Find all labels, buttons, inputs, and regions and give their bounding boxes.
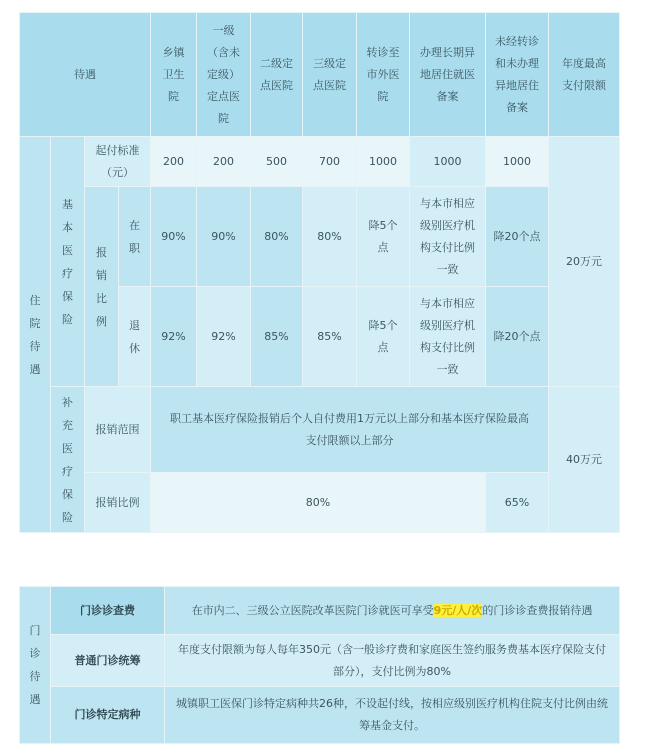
- header-level3-hospital: 三级定 点医院: [303, 13, 357, 137]
- ratio-value: 80%: [151, 473, 486, 533]
- reimburse-ratio-label: 报 销 比 例: [85, 187, 119, 387]
- basic-insurance-label: 基 本 医 疗 保 险: [51, 137, 85, 387]
- inpatient-benefits-table: [19, 12, 620, 533]
- special-disease-text: 城镇职工医保门诊特定病种共26种，不设起付线，按相应级别医疗机构住院支付比例由统 筹基金支付。: [165, 687, 620, 744]
- ratio-norecord: 65%: [486, 473, 549, 533]
- header-level1-hospital: 一级 （含未 定级） 定点医 院: [197, 13, 251, 137]
- employed-label: 在 职: [119, 187, 151, 287]
- header-treatment: 待遇: [20, 13, 151, 137]
- header-township-hospital: 乡镇 卫生 院: [151, 13, 197, 137]
- scope-row: [20, 387, 620, 473]
- employed-longterm: 与本市相应 级别医疗机 构支付比例 一致: [410, 187, 486, 287]
- checkup-fee-highlight: 9元/人/次: [433, 603, 483, 617]
- scope-text: 职工基本医疗保险报销后个人自付费用1万元以上部分和基本医疗保险最高 支付限额以上部分: [151, 387, 549, 473]
- employed-transfer: 降5个 点: [357, 187, 410, 287]
- header-longterm-record: 办理长期异 地居住就医 备案: [410, 13, 486, 137]
- employed-level3: 80%: [303, 187, 357, 287]
- header-transfer-outside: 转诊至 市外医 院: [357, 13, 410, 137]
- deductible-transfer: 1000: [357, 137, 410, 187]
- checkup-row: [20, 587, 620, 635]
- inpatient-label: 住 院 待 遇: [20, 137, 51, 533]
- deductible-level2: 500: [251, 137, 303, 187]
- ratio-row: [20, 473, 620, 533]
- deductible-longterm: 1000: [410, 137, 486, 187]
- general-row: [20, 635, 620, 687]
- deductible-row: [20, 137, 620, 187]
- deductible-level3: 700: [303, 137, 357, 187]
- ratio-label: 报销比例: [85, 473, 151, 533]
- inpatient-benefits-table-wrapper: [19, 12, 619, 533]
- basic-annual-max: 20万元: [549, 137, 620, 387]
- deductible-township: 200: [151, 137, 197, 187]
- deductible-norecord: 1000: [486, 137, 549, 187]
- header-no-record: 未经转诊 和未办理 异地居住 备案: [486, 13, 549, 137]
- checkup-fee-text: 在市内二、三级公立医院改革医院门诊就医可享受9元/人/次的门诊诊查费报销待遇: [165, 587, 620, 635]
- special-row: [20, 687, 620, 744]
- outpatient-label: 门 诊 待 遇: [20, 587, 51, 744]
- general-outpatient-label: 普通门诊统筹: [51, 635, 165, 687]
- outpatient-benefits-table: [19, 586, 620, 744]
- checkup-fee-label: 门诊诊查费: [51, 587, 165, 635]
- retired-township: 92%: [151, 287, 197, 387]
- header-row: [20, 13, 620, 137]
- retired-label: 退 休: [119, 287, 151, 387]
- header-annual-max: 年度最高 支付限额: [549, 13, 620, 137]
- retired-level1: 92%: [197, 287, 251, 387]
- employed-level2: 80%: [251, 187, 303, 287]
- employed-level1: 90%: [197, 187, 251, 287]
- retired-level2: 85%: [251, 287, 303, 387]
- header-level2-hospital: 二级定 点医院: [251, 13, 303, 137]
- retired-transfer: 降5个 点: [357, 287, 410, 387]
- general-outpatient-text: 年度支付限额为每人每年350元（含一般诊疗费和家庭医生签约服务费基本医疗保险支付 部分），支付比例为80%: [165, 635, 620, 687]
- deductible-level1: 200: [197, 137, 251, 187]
- outpatient-benefits-table-wrapper: [19, 586, 619, 744]
- retired-level3: 85%: [303, 287, 357, 387]
- employed-norecord: 降20个点: [486, 187, 549, 287]
- scope-label: 报销范围: [85, 387, 151, 473]
- supplement-insurance-label: 补 充 医 疗 保 险: [51, 387, 85, 533]
- retired-norecord: 降20个点: [486, 287, 549, 387]
- retired-longterm: 与本市相应 级别医疗机 构支付比例 一致: [410, 287, 486, 387]
- employed-row: [20, 187, 620, 287]
- employed-township: 90%: [151, 187, 197, 287]
- deductible-label: 起付标准 （元）: [85, 137, 151, 187]
- supplement-annual-max: 40万元: [549, 387, 620, 533]
- special-disease-label: 门诊特定病种: [51, 687, 165, 744]
